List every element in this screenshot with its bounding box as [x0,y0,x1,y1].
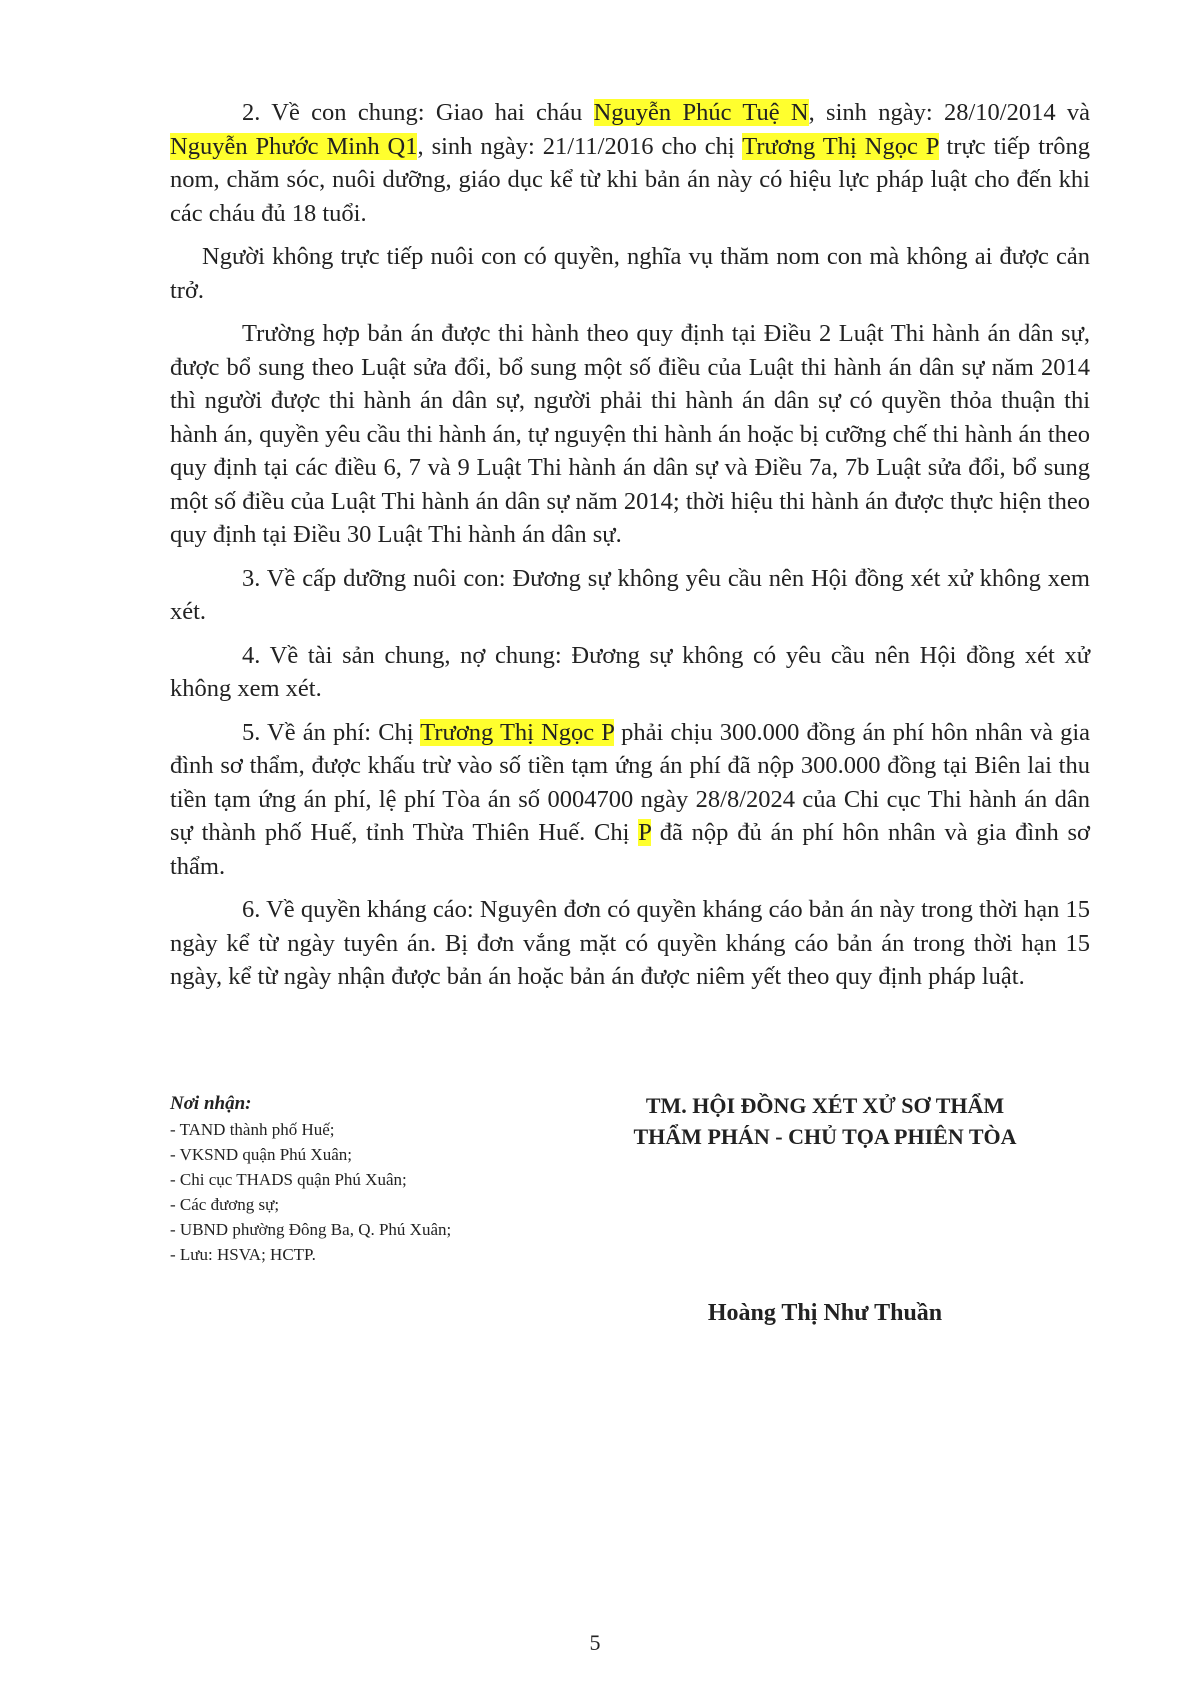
paragraph-child-support: 3. Về cấp dưỡng nuôi con: Đương sự không yêu cầu nên Hội đồng xét xử không xem xét. [170,564,1090,625]
paragraph-children-custody [170,96,1090,230]
recipient-item: - Chi cục THADS quận Phú Xuân; [170,1170,407,1189]
highlighted-name: Trương Thị Ngọc P [420,718,614,746]
paragraph-visitation: Người không trực tiếp nuôi con có quyền, nghĩa vụ thăm nom con mà không ai được cản trở. [170,243,1090,304]
text-segment: 2. Về con chung: Giao hai cháu [242,99,594,126]
highlighted-name: Nguyễn Phước Minh Q1 [170,132,418,160]
highlighted-name: Nguyễn Phúc Tuệ N [593,99,809,126]
recipient-item: - TAND thành phố Huế; [170,1120,335,1139]
recipient-item: - UBND phường Đông Ba, Q. Phú Xuân; [170,1220,452,1239]
paragraph-court-fees [170,716,1090,884]
recipient-item: - Các đương sự; [170,1195,280,1214]
page-number: 5 [589,1630,601,1655]
paragraph-appeal-rights: 6. Về quyền kháng cáo: Nguyên đơn có quyền kháng cáo bản án này trong thời hạn 15 ngày kể từ ngày tuyên án. Bị đơn vắng mặt có quyền kháng cáo bản án trong thời hạn 15 ngày, kể từ ngày nhận được bản án hoặc bản án được niêm yết theo quy định pháp luật. [170,896,1090,990]
recipient-item: - VKSND quận Phú Xuân; [170,1145,352,1164]
highlighted-name: Trương Thị Ngọc P [742,132,939,160]
recipient-item: - Lưu: HSVA; HCTP. [170,1245,316,1264]
highlighted-name: P [638,819,651,846]
text-segment: phải chịu 300.000 đồng án phí hôn nhân và gia đình sơ thẩm, được khấu trừ vào số tiền tạm ứng án phí đã nộp 300.000 đồng tại Biên lai thu tiền tạm ứng án phí, lệ phí Tòa án số 0004700 ngày 28/8/2024 của Chi cục Thi hành án dân sự thành phố Huế, tỉnh Thừa Thiên Huế. Chị [170,718,1090,846]
signer-name: Hoàng Thị Như Thuần [707,1300,943,1326]
text-segment: 5. Về án phí: Chị [242,718,421,746]
text-segment: , sinh ngày: 28/10/2014 và [808,99,1091,126]
signature-title-line1: TM. HỘI ĐỒNG XÉT XỬ SƠ THẨM [645,1093,1005,1118]
signature-title-line2: THẨM PHÁN - CHỦ TỌA PHIÊN TÒA [633,1124,1017,1149]
recipients-list [170,1090,590,1267]
judgment-body [170,96,1090,1004]
paragraph-enforcement: Trường hợp bản án được thi hành theo quy định tại Điều 2 Luật Thi hành án dân sự, được bổ sung theo Luật sửa đổi, bổ sung một số điều của Luật thi hành án dân sự năm 2014 thì người được thi hành án dân sự, người phải thi hành án dân sự có quyền thỏa thuận thi hành án, quyền yêu cầu thi hành án, tự nguyện thi hành án hoặc bị cưỡng chế thi hành án theo quy định tại các điều 6, 7 và 9 Luật Thi hành án dân sự và Điều 7a, 7b Luật sửa đổi, bổ sung một số điều của Luật Thi hành án dân sự năm 2014; thời hiệu thi hành án được thực hiện theo quy định tại Điều 30 Luật Thi hành án dân sự. [170,320,1090,548]
recipients-title: Nơi nhận: [170,1093,252,1114]
signature-block [575,1090,1075,1152]
text-segment: , sinh ngày: 21/11/2016 cho chị [417,132,743,160]
text-segment: trực tiếp trông nom, chăm sóc, nuôi dưỡng, giáo dục kể từ khi bản án này có hiệu lực pháp luật cho đến khi các cháu đủ 18 tuổi. [170,132,1090,227]
paragraph-common-property: 4. Về tài sản chung, nợ chung: Đương sự không có yêu cầu nên Hội đồng xét xử không xem xét. [170,641,1090,702]
text-segment: đã nộp đủ án phí hôn nhân và gia đình sơ thẩm. [170,819,1090,880]
